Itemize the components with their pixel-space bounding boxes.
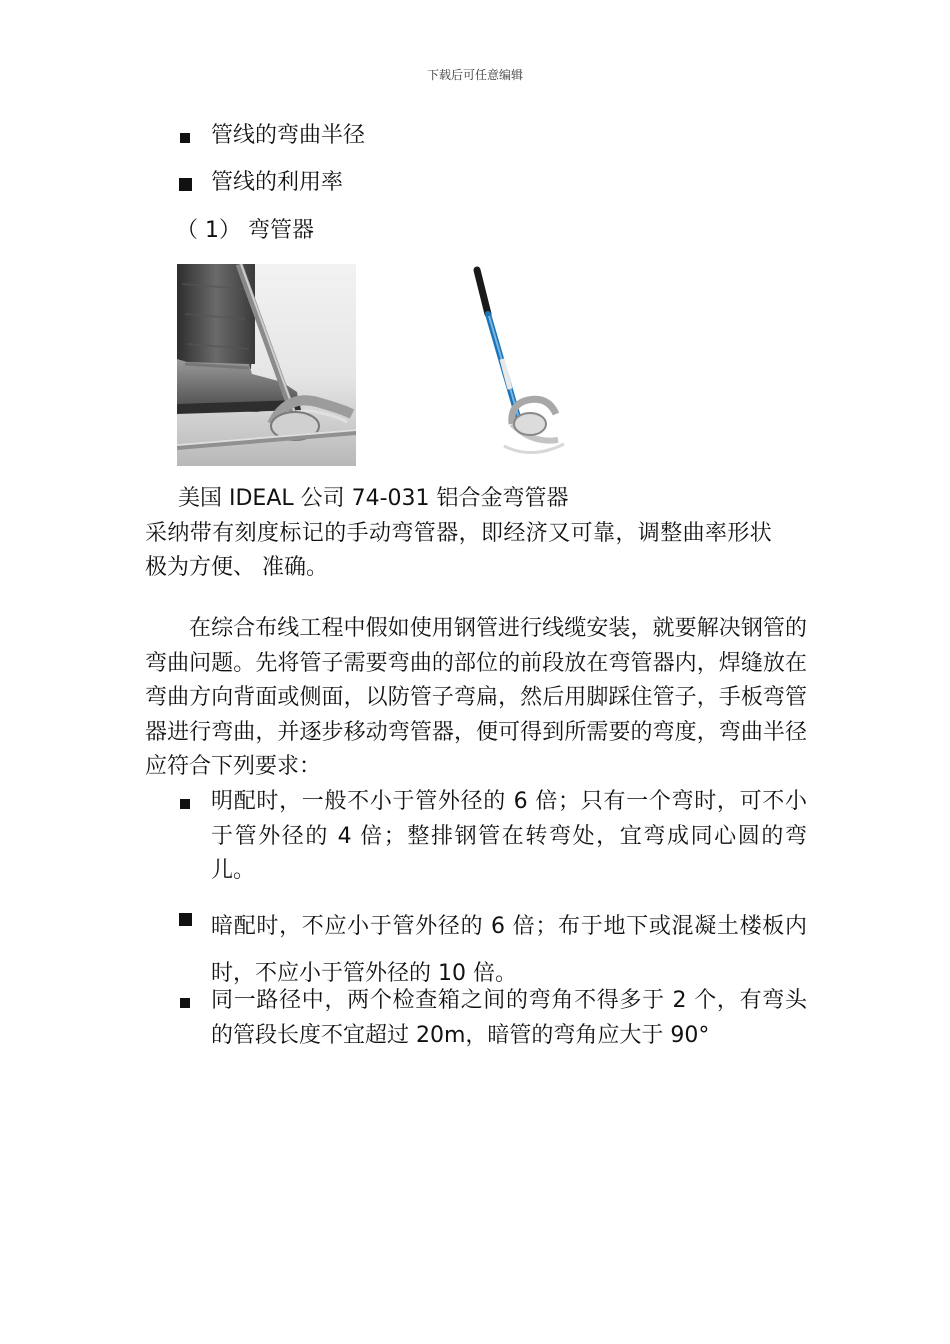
figure-caption: 美国 IDEAL 公司 74-031 铝合金弯管器	[178, 486, 569, 511]
bullet-marker	[179, 178, 192, 191]
requirement-item: 明配时，一般不小于管外径的 6 倍；只有一个弯时，可不小于管外径的 4 倍；整排钢管在转弯处，宜弯成同心圆的弯儿。	[211, 789, 807, 883]
body-paragraph: 在综合布线工程中假如使用钢管进行线缆安装，就要解决钢管的弯曲问题。先将管子需要弯曲的部位的前段放在弯管器内，焊缝放在弯曲方向背面或侧面，以防管子弯扁，然后用脚踩住管子，手板弯管器进行弯曲，并逐步移动弯管器，便可得到所需要的弯度，弯曲半径应符合下列要求：	[145, 616, 807, 779]
bullet-marker	[180, 799, 190, 809]
bullet-text: 管线的利用率	[211, 170, 344, 195]
section-label: （ 1） 弯管器	[176, 218, 314, 243]
description-line: 采纳带有刻度标记的手动弯管器，即经济又可靠，调整曲率形状	[145, 521, 773, 546]
bullet-marker	[179, 913, 192, 926]
requirement-item: 暗配时，不应小于管外径的 6 倍；布于地下或混凝土楼板内时，不应小于管外径的 10 倍。	[211, 914, 807, 986]
page-header: 下载后可任意编辑	[426, 68, 523, 82]
bullet-text: 管线的弯曲半径	[211, 123, 366, 148]
bullet-marker	[180, 998, 190, 1008]
pipe-bender-product-photo	[462, 264, 582, 466]
bender-in-use-photo	[177, 264, 356, 466]
description-line: 极为方便、 准确。	[145, 555, 328, 580]
bullet-marker	[180, 133, 190, 143]
requirement-item: 同一路径中，两个检查箱之间的弯角不得多于 2 个，有弯头的管段长度不宜超过 20m，暗管的弯角应大于 90°	[211, 988, 807, 1048]
